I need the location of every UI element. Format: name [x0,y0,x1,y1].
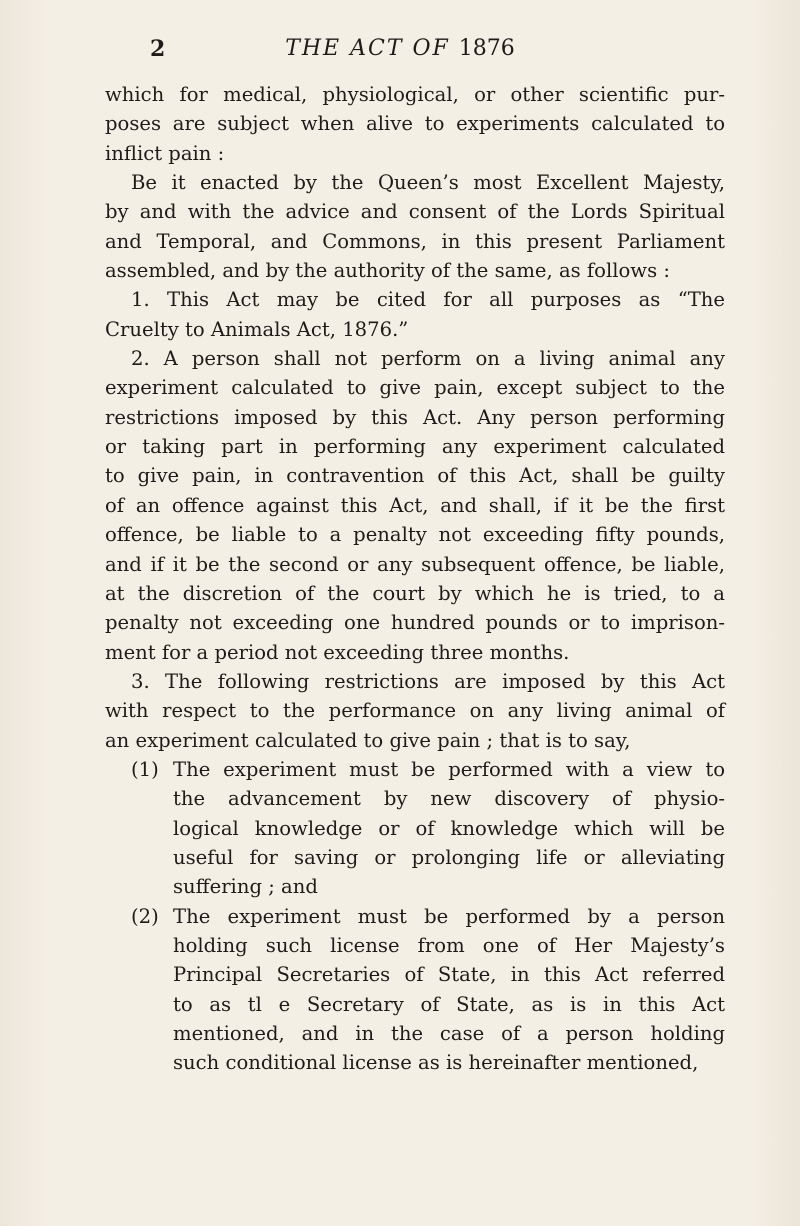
text-line: offence, be liable to a penalty not exceeding fifty pounds, [105,523,725,547]
item-2-text: The experiment must be performed by a person [173,904,725,928]
running-title-year: 1876 [458,36,515,61]
text-line: inflict pain : [105,141,225,165]
item-1-text: The experiment must be performed with a view to [173,757,725,781]
text-line: holding such license from one of Her Majesty’s [173,933,725,957]
text-line: such conditional license as is hereinafter mentioned, [173,1051,699,1075]
running-title [0,36,800,61]
text-line: assembled, and by the authority of the same, as follows : [105,259,670,283]
text-line: logical knowledge or of knowledge which will be [173,816,725,840]
text-line: suffering ; and [173,875,318,899]
text-line: restrictions imposed by this Act. Any person performing [105,405,725,429]
text-line: and Temporal, and Commons, in this present Parliament [105,229,725,253]
item-2-label: (2) [131,904,159,928]
text-line: with respect to the performance on any living animal of [105,699,725,723]
running-title-text: THE ACT OF [285,36,450,61]
text-line: which for medical, physiological, or other scientific pur- [105,83,725,106]
body-text [105,80,725,1078]
text-line: to as tl e Secretary of State, as is in this Act [173,992,725,1016]
text-line: Cruelty to Animals Act, 1876.” [105,317,409,341]
section-1-line: 1. This Act may be cited for all purposes as “The [131,288,725,312]
page-number: 2 [150,36,166,62]
text-line: Principal Secretaries of State, in this Act referred [173,963,725,987]
section-2-line: 2. A person shall not perform on a living animal any [131,347,725,371]
item-1-label: (1) [131,757,159,781]
item-1-first-line [105,755,725,784]
text-line: at the discretion of the court by which he is tried, to a [105,581,725,605]
text-line: or taking part in performing any experiment calculated [105,435,725,459]
text-line: Be it enacted by the Queen’s most Excellent Majesty, [131,171,725,195]
text-line: of an offence against this Act, and shall, if it be the first [105,493,725,517]
text-line: an experiment calculated to give pain ; that is to say, [105,728,631,752]
running-head [0,36,800,66]
section-3-line: 3. The following restrictions are imposed by this Act [131,669,725,693]
text-line: experiment calculated to give pain, except subject to the [105,376,725,400]
item-2-first-line [105,902,725,931]
text-line: the advancement by new discovery of physio- [173,787,725,811]
text-line: ment for a period not exceeding three months. [105,640,570,664]
text-line: penalty not exceeding one hundred pounds or to imprison- [105,611,725,635]
text-line: poses are subject when alive to experiments calculated to [105,112,725,136]
text-line: mentioned, and in the case of a person holding [173,1022,725,1045]
text-line: by and with the advice and consent of the Lords Spiritual [105,200,725,224]
text-line: useful for saving or prolonging life or alleviating [173,845,725,869]
text-line: to give pain, in contravention of this Act, shall be guilty [105,464,725,488]
text-line: and if it be the second or any subsequent offence, be liable, [105,552,725,576]
